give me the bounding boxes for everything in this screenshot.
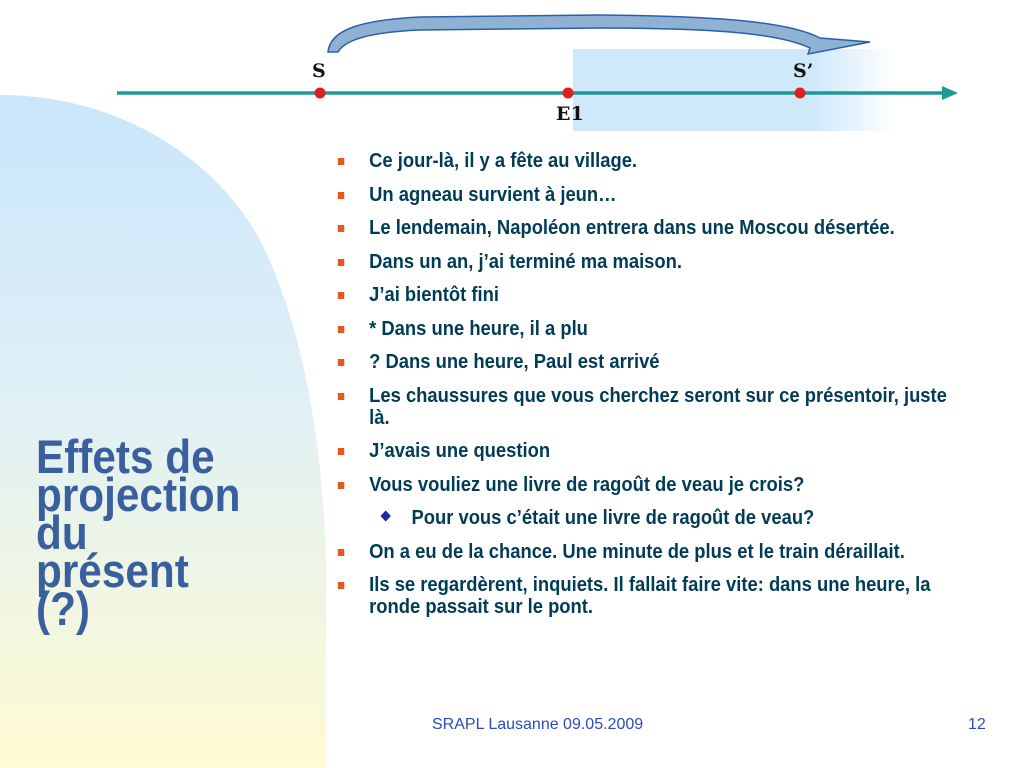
title-line: du: [36, 506, 88, 559]
bullet-item: [336, 217, 1013, 239]
point-e1-label: E1: [556, 103, 584, 125]
point-s-prime-marker: [795, 88, 806, 99]
bullet-text: J’ai bientôt fini: [369, 284, 499, 306]
bullet-text: On a eu de la chance. Une minute de plus et le train déraillait.: [369, 540, 905, 563]
bullet-item: [336, 351, 1013, 373]
bullet-item: [336, 284, 1013, 306]
bullet-text: Les chaussures que vous cherchez seront sur ce présentoir, juste là.: [369, 384, 947, 429]
bullet-text: Vous vouliez une livre de ragoût de veau je crois?: [369, 473, 805, 496]
point-s-prime-label: S’: [793, 60, 814, 82]
bullet-text: Ce jour-là, il y a fête au village.: [369, 150, 638, 172]
footer-text: SRAPL Lausanne 09.05.2009: [432, 716, 644, 733]
square-bullet-icon: [338, 582, 344, 589]
bullet-item: [336, 184, 1013, 206]
bullet-item: [336, 574, 1013, 618]
bullet-text: * Dans une heure, il a plu: [369, 317, 588, 340]
square-bullet-icon: [338, 192, 344, 199]
page-number: 12: [968, 716, 986, 733]
bullet-text: Ils se regardèrent, inquiets. Il fallait faire vite: dans une heure, la ronde passait sur le pont.: [369, 574, 931, 618]
future-highlight-box: [573, 49, 895, 131]
square-bullet-icon: [338, 158, 344, 165]
slide-title: [36, 430, 288, 635]
square-bullet-icon: [338, 326, 344, 333]
title-line: (?): [36, 582, 91, 635]
bullet-text: Pour vous c’était une livre de ragoût de veau?: [411, 507, 815, 529]
square-bullet-icon: [338, 482, 344, 489]
title-line: Effets de: [36, 430, 215, 483]
title-line: présent: [36, 544, 189, 597]
bullet-item: [336, 385, 1013, 429]
projection-arrow: [328, 15, 870, 54]
point-s-marker: [315, 88, 326, 99]
square-bullet-icon: [338, 359, 344, 366]
square-bullet-icon: [338, 549, 344, 556]
point-e1-marker: [563, 88, 574, 99]
sub-bullet-item: [336, 507, 1024, 529]
bullet-text: ? Dans une heure, Paul est arrivé: [369, 351, 660, 373]
bullet-item: [336, 474, 1013, 496]
bullet-item: [336, 440, 1013, 462]
square-bullet-icon: [338, 448, 344, 455]
bullet-item: [336, 150, 1013, 172]
bullet-text: J’avais une question: [369, 440, 551, 462]
bullet-text: Le lendemain, Napoléon entrera dans une Moscou désertée.: [369, 217, 895, 239]
square-bullet-icon: [338, 393, 344, 400]
point-s-label: S: [312, 60, 326, 82]
timeline-diagram: [0, 0, 1024, 150]
bullet-item: [336, 541, 1013, 563]
bullet-item: [336, 318, 1013, 340]
timeline-arrowhead: [942, 86, 958, 100]
bullet-text: Un agneau survient à jeun…: [369, 183, 617, 206]
square-bullet-icon: [338, 292, 344, 299]
diamond-bullet-icon: [380, 510, 390, 521]
bullet-list: [336, 150, 1016, 630]
square-bullet-icon: [338, 225, 344, 232]
square-bullet-icon: [338, 259, 344, 266]
bullet-item: [336, 251, 1013, 273]
title-line: projection: [36, 468, 241, 521]
bullet-text: Dans un an, j’ai terminé ma maison.: [369, 250, 683, 273]
